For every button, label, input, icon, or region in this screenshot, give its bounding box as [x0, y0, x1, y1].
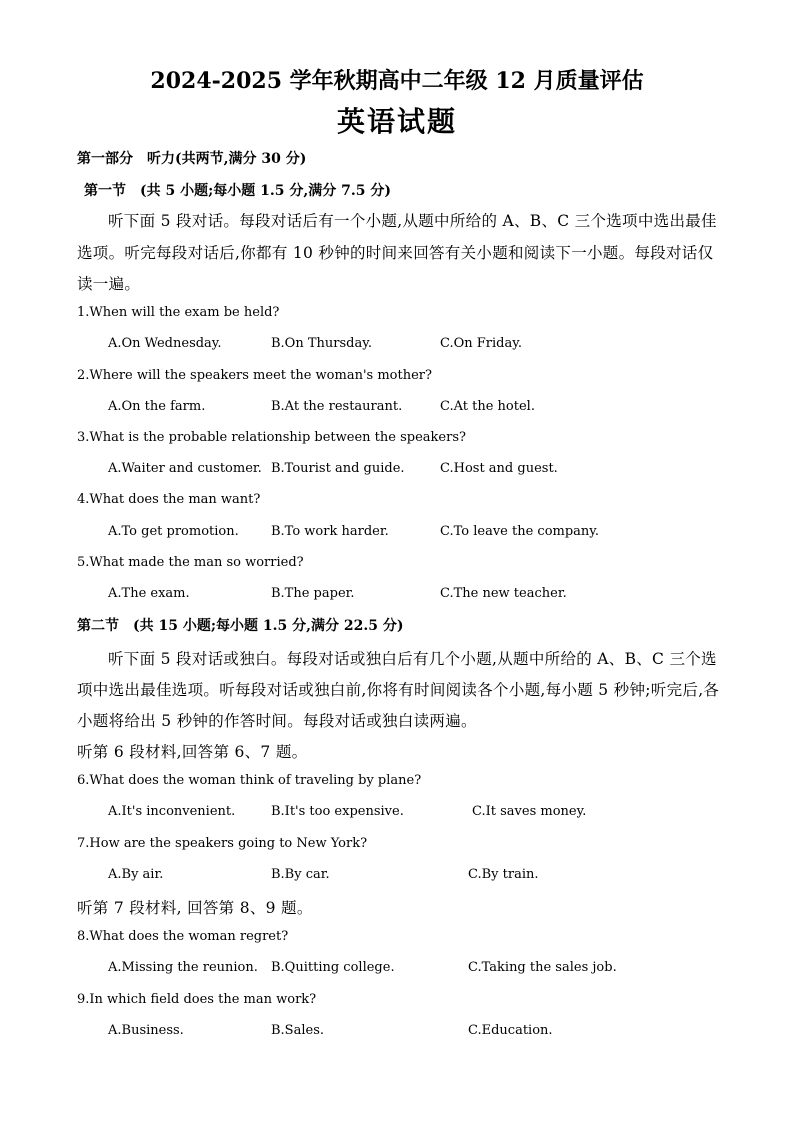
option-a: A.On the farm. [108, 399, 206, 414]
option-b: B.The paper. [271, 586, 355, 601]
option-c: C.Taking the sales job. [468, 960, 617, 975]
option-c: C.The new teacher. [440, 586, 567, 601]
section1-instruction-line: 选项。听完每段对话后,你都有 10 秒钟的时间来回答有关小题和阅读下一小题。每段对话仅 [77, 244, 714, 262]
option-a: A.Missing the reunion. [108, 960, 258, 975]
part1-heading: 第一部分 听力(共两节,满分 30 分) [77, 151, 307, 167]
option-c: C.By train. [468, 867, 539, 882]
question-stem: 4.What does the man want? [77, 492, 261, 507]
option-a: A.Waiter and customer. [108, 461, 262, 476]
option-c: C.It saves money. [472, 804, 587, 819]
option-c: C.On Friday. [440, 336, 522, 351]
option-c: C.At the hotel. [440, 399, 535, 414]
section2-heading: 第二节 (共 15 小题;每小题 1.5 分,满分 22.5 分) [77, 618, 404, 634]
material-heading: 听第 6 段材料,回答第 6、7 题。 [77, 743, 308, 761]
section1-instruction-line: 读一遍。 [77, 275, 141, 293]
option-b: B.At the restaurant. [271, 399, 403, 414]
option-a: A.On Wednesday. [108, 336, 222, 351]
question-stem: 2.Where will the speakers meet the woman's mother? [77, 368, 432, 383]
option-b: B.Tourist and guide. [271, 461, 405, 476]
section1-instruction-line: 听下面 5 段对话。每段对话后有一个小题,从题中所给的 A、B、C 三个选项中选出最佳 [108, 212, 717, 230]
question-stem: 1.When will the exam be held? [77, 305, 280, 320]
exam-subtitle: 英语试题 [336, 105, 457, 138]
question-stem: 5.What made the man so worried? [77, 555, 304, 570]
section2-instruction-line: 听下面 5 段对话或独白。每段对话或独白后有几个小题,从题中所给的 A、B、C 三个选 [108, 650, 717, 668]
question-stem: 6.What does the woman think of traveling by plane? [77, 773, 422, 788]
option-b: B.On Thursday. [271, 336, 372, 351]
option-b: B.By car. [271, 867, 330, 882]
option-a: A.The exam. [108, 586, 190, 601]
option-c: C.Education. [468, 1023, 553, 1038]
option-a: A.By air. [108, 867, 164, 882]
option-a: A.To get promotion. [108, 524, 239, 539]
option-c: C.To leave the company. [440, 524, 600, 539]
option-b: B.Sales. [271, 1023, 324, 1038]
section2-instruction-line: 项中选出最佳选项。听每段对话或独白前,你将有时间阅读各个小题,每小题 5 秒钟;听完后,各 [77, 681, 720, 699]
section2-instruction-line: 小题将给出 5 秒钟的作答时间。每段对话或独白读两遍。 [77, 712, 477, 730]
question-stem: 9.In which field does the man work? [77, 992, 317, 1007]
option-c: C.Host and guest. [440, 461, 558, 476]
option-a: A.It's inconvenient. [108, 804, 236, 819]
question-stem: 3.What is the probable relationship between the speakers? [77, 430, 466, 445]
option-b: B.To work harder. [271, 524, 389, 539]
question-stem: 7.How are the speakers going to New York? [77, 836, 368, 851]
material-heading: 听第 7 段材料, 回答第 8、9 题。 [77, 899, 313, 917]
option-b: B.It's too expensive. [271, 804, 404, 819]
exam-title: 2024-2025 学年秋期高中二年级 12 月质量评估 [150, 68, 644, 94]
option-a: A.Business. [108, 1023, 184, 1038]
option-b: B.Quitting college. [271, 960, 395, 975]
section1-heading: 第一节 (共 5 小题;每小题 1.5 分,满分 7.5 分) [84, 183, 391, 199]
question-stem: 8.What does the woman regret? [77, 929, 289, 944]
